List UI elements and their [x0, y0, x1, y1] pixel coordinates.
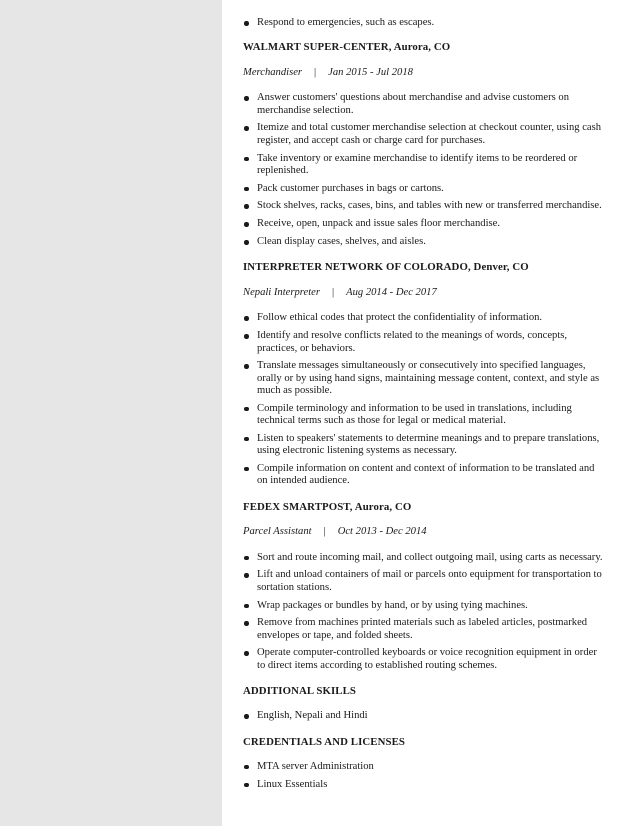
- job-bullet-list: [243, 92, 603, 248]
- list-item: Compile terminology and information to be used in translations, including technical terms such as those for legal or medical material.: [243, 403, 603, 428]
- job-title: Nepali Interpreter: [243, 286, 320, 298]
- list-item: Remove from machines printed materials such as labeled articles, postmarked envelopes or tape, and folded sheets.: [243, 617, 603, 642]
- list-item: Linux Essentials: [243, 779, 603, 791]
- list-item: Stock shelves, racks, cases, bins, and tables with new or transferred merchandise.: [243, 200, 603, 212]
- job-title: Merchandiser: [243, 66, 303, 78]
- list-item: Wrap packages or bundles by hand, or by using tying machines.: [243, 600, 603, 612]
- list-item: Lift and unload containers of mail or parcels onto equipment for transportation to sortation stations.: [243, 569, 603, 594]
- list-item: Take inventory or examine merchandise to identify items to be reordered or replenished.: [243, 153, 603, 178]
- list-item: Identify and resolve conflicts related to the meanings of words, concepts, practices, or behaviors.: [243, 330, 603, 355]
- list-item: Answer customers' questions about merchandise and advise customers on merchandise selection.: [243, 92, 603, 117]
- job-role-line: [243, 526, 603, 538]
- employer-heading: WALMART SUPER-CENTER, Aurora, CO: [243, 41, 451, 54]
- job-dates: Jan 2015 - Jul 2018: [328, 66, 413, 78]
- list-item: Compile information on content and context of information to be translated and on intended audience.: [243, 463, 603, 488]
- job-dates: Oct 2013 - Dec 2014: [337, 525, 427, 537]
- list-item: Respond to emergencies, such as escapes.: [243, 17, 603, 29]
- skills-bullet-list: [243, 710, 603, 722]
- job-role-line: [243, 67, 603, 79]
- credentials-bullet-list: [243, 761, 603, 791]
- list-item: Itemize and total customer merchandise selection at checkout counter, using cash register, and accept cash or charge card for purchases.: [243, 122, 603, 147]
- job-bullet-list: [243, 552, 603, 672]
- role-separator: |: [314, 66, 317, 78]
- list-item: Pack customer purchases in bags or cartons.: [243, 183, 603, 195]
- list-item: Follow ethical codes that protect the confidentiality of information.: [243, 312, 603, 324]
- job-dates: Aug 2014 - Dec 2017: [346, 286, 437, 298]
- list-item: Operate computer-controlled keyboards or voice recognition equipment in order to direct items according to established routing schemes.: [243, 647, 603, 672]
- intro-bullet-list: [243, 17, 603, 29]
- list-item: Listen to speakers' statements to determine meanings and to prepare translations, using electronic listening systems as necessary.: [243, 433, 603, 458]
- credentials-heading: CREDENTIALS AND LICENSES: [243, 735, 406, 748]
- job-title: Parcel Assistant: [243, 525, 312, 537]
- list-item: Clean display cases, shelves, and aisles.: [243, 236, 603, 248]
- list-item: Sort and route incoming mail, and collect outgoing mail, using carts as necessary.: [243, 552, 603, 564]
- employer-heading: FEDEX SMARTPOST, Aurora, CO: [243, 500, 412, 513]
- list-item: MTA server Administration: [243, 761, 603, 773]
- additional-skills-heading: ADDITIONAL SKILLS: [243, 684, 357, 697]
- job-role-line: [243, 287, 603, 299]
- resume-content: [243, 17, 603, 796]
- employer-heading: INTERPRETER NETWORK OF COLORADO, Denver, CO: [243, 261, 529, 274]
- list-item: English, Nepali and Hindi: [243, 710, 603, 722]
- list-item: Receive, open, unpack and issue sales floor merchandise.: [243, 218, 603, 230]
- job-bullet-list: [243, 312, 603, 487]
- list-item: Translate messages simultaneously or consecutively into specified languages, orally or by using hand signs, maintaining message content, context, and style as much as possible.: [243, 360, 603, 397]
- role-separator: |: [323, 525, 326, 537]
- left-sidebar: [0, 0, 222, 826]
- role-separator: |: [332, 286, 335, 298]
